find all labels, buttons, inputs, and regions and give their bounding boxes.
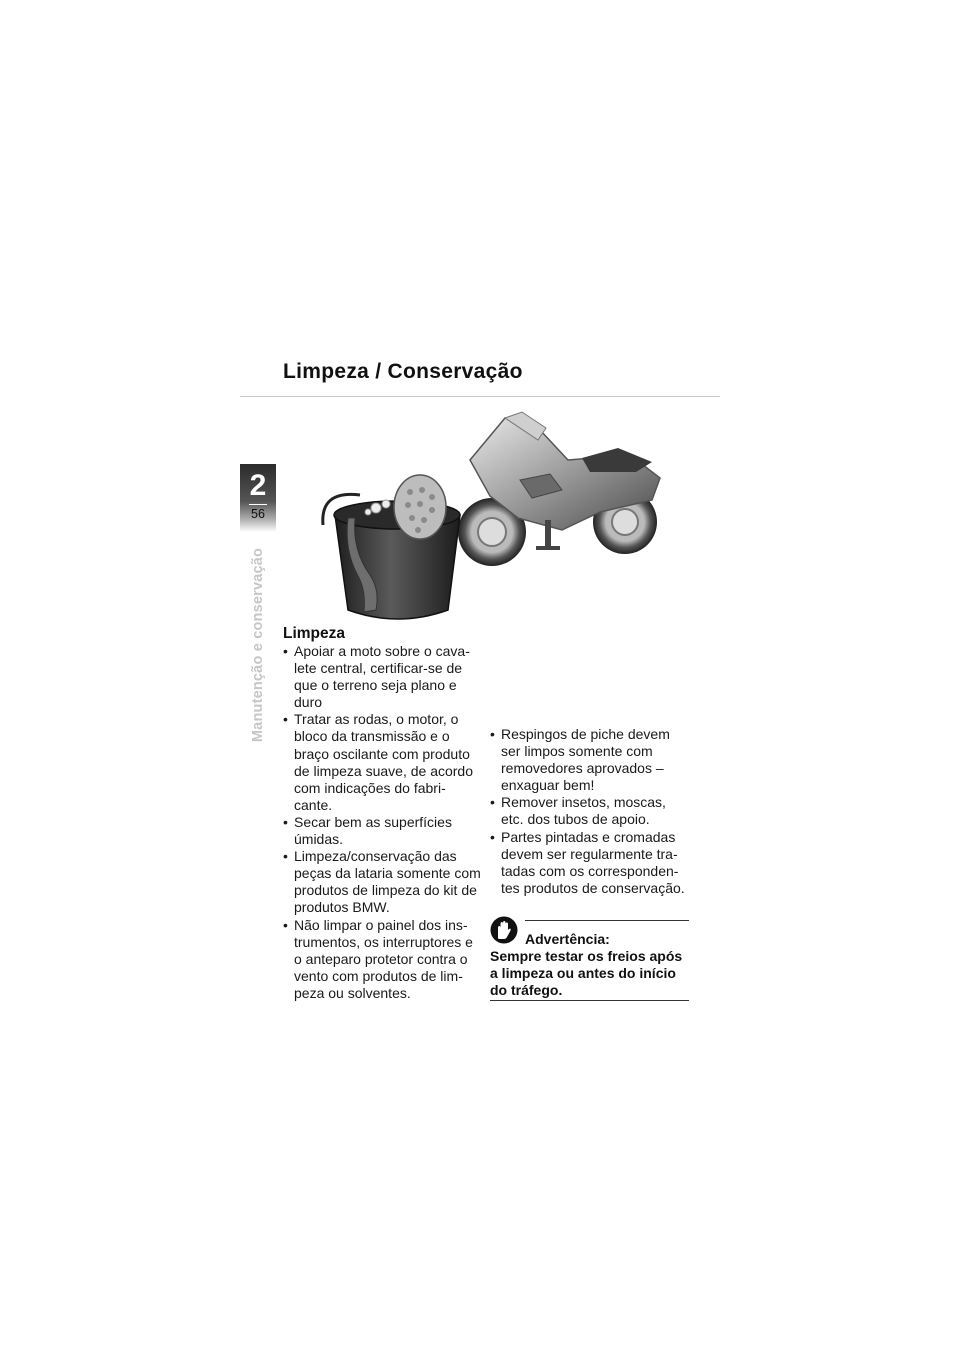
list-item: • Secar bem as superfícies úmidas.: [283, 814, 483, 848]
cleaning-list-left: [283, 643, 483, 1002]
list-item: • Respingos de piche devem ser limpos somente com removedores aprovados – enxaguar bem!: [490, 726, 690, 794]
list-item: • Remover insetos, moscas, etc. dos tubos de apoio.: [490, 794, 690, 828]
list-item: • Limpeza/conservação das peças da lataria somente com produtos de limpeza do kit de produtos BMW.: [283, 848, 483, 916]
warning-title: Advertência:: [525, 931, 610, 947]
page-number: 56: [251, 507, 265, 521]
list-item: • Não limpar o painel dos ins-trumentos, os interruptores e o anteparo protetor contra o vento com produtos de lim-peza ou solventes.: [283, 917, 483, 1002]
cleaning-illustration: [300, 400, 690, 625]
section-heading: Limpeza: [283, 625, 346, 642]
chapter-number: 2: [249, 469, 267, 502]
warning-rule-bottom: [490, 1000, 689, 1001]
cleaning-column-left: [283, 625, 483, 1002]
section-side-label: [240, 545, 276, 745]
warning-text: Sempre testar os freios após a limpeza ou antes do início do tráfego.: [490, 948, 683, 999]
section-label-text: Manutenção e conservação: [250, 547, 266, 743]
motorcycle-image: [458, 412, 660, 566]
header-rule: [240, 396, 720, 397]
cleaning-list-right: [490, 726, 690, 897]
cleaning-column-right: [490, 726, 690, 897]
hand-stop-icon: [490, 916, 518, 944]
page-title: Limpeza / Conservação: [283, 360, 523, 383]
warning-rule-top: [525, 920, 689, 921]
chapter-divider: [249, 504, 267, 505]
list-item: • Apoiar a moto sobre o cava-lete central, certificar-se de que o terreno seja plano e duro: [283, 643, 483, 711]
list-item: • Partes pintadas e cromadas devem ser regularmente tra-tadas com os corresponden-tes produtos de conservação.: [490, 829, 690, 897]
chapter-tab: [240, 464, 276, 532]
list-item: • Tratar as rodas, o motor, o bloco da transmissão e o braço oscilante com produto de limpeza suave, de acordo com indicações do fabri-cante.: [283, 711, 483, 814]
bucket-image: [323, 475, 460, 619]
